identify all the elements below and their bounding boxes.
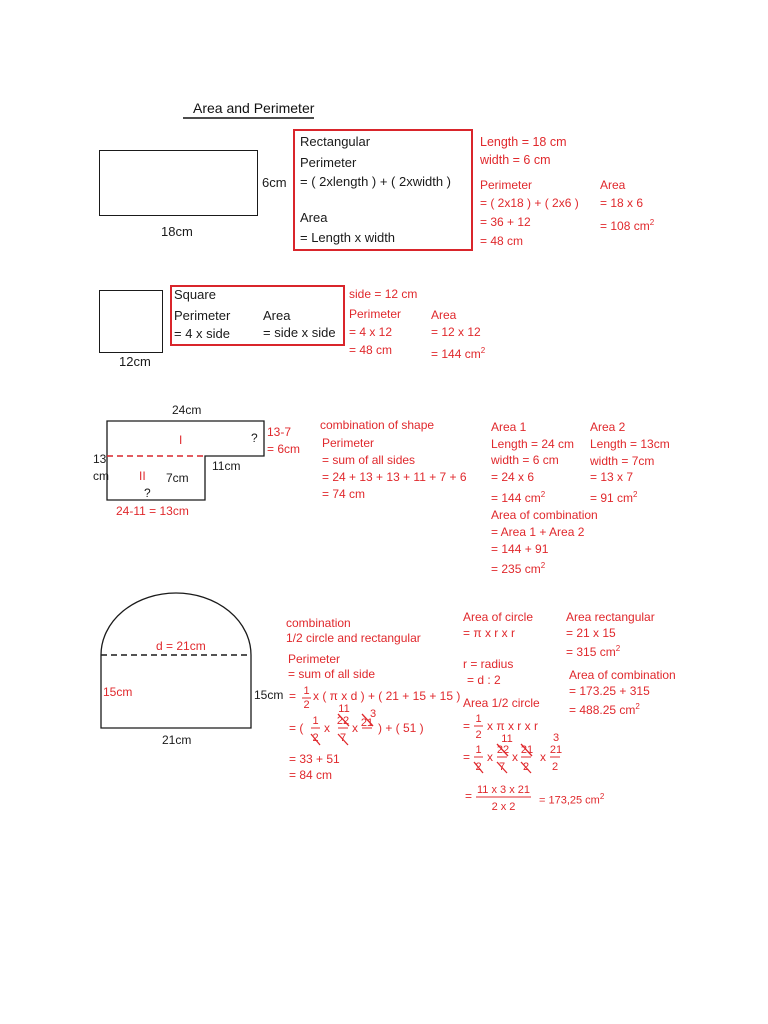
arch-comb-c1: = 173.25 + 315 bbox=[569, 684, 650, 698]
rect-area-label: Area bbox=[300, 210, 328, 225]
half-h3-den: 2 x 2 bbox=[491, 801, 516, 813]
half-h2-7: 7 bbox=[498, 761, 506, 773]
square-perimeter-label: Perimeter bbox=[174, 308, 231, 323]
lshape-region-2: II bbox=[139, 469, 146, 483]
circle-area-label: Area of circle bbox=[463, 610, 534, 624]
lshape-question-1: ? bbox=[251, 431, 258, 445]
lshape-area2-length: Length = 13cm bbox=[590, 437, 670, 451]
half-h1-num: 1 bbox=[475, 713, 482, 725]
rect-work-area-label: Area bbox=[600, 178, 626, 192]
lshape-area1-calc: = 24 x 6 bbox=[491, 470, 535, 484]
lshape-right-label-1: 13-7 bbox=[267, 425, 292, 439]
rect-area-formula: = Length x width bbox=[300, 230, 396, 245]
arch-p3-21: 21 bbox=[360, 717, 374, 729]
square-work-perimeter-label: Perimeter bbox=[349, 307, 402, 321]
half-h2-22: 22 bbox=[496, 744, 510, 756]
arch-p3-x1: x bbox=[324, 721, 330, 735]
rect-length-given: Length = 18 cm bbox=[480, 135, 567, 149]
rect-area-result-2: = 315 $cm^2$ bbox=[566, 644, 621, 659]
lshape-comb-c2: = 144 + 91 bbox=[491, 542, 549, 556]
square-area-formula: = side x side bbox=[263, 325, 336, 340]
rect-work-perimeter-label: Perimeter bbox=[480, 178, 533, 192]
rect-area-calc-2: = 21 x 15 bbox=[566, 626, 616, 640]
lshape-area2-label: Area 2 bbox=[590, 420, 626, 434]
rect-width-label: 6cm bbox=[262, 175, 287, 190]
half-h3-result: = 173,25 $cm^2$ bbox=[539, 792, 605, 807]
arch-p3-22: 22 bbox=[336, 715, 350, 727]
lshape-comb-c3: = 235 $cm^2$ bbox=[491, 561, 546, 576]
arch-comb-label: Area of combination bbox=[569, 668, 676, 682]
rect-work-p1: = ( 2x18 ) + ( 2x6 ) bbox=[480, 196, 579, 210]
half-h1-den: 2 bbox=[475, 729, 482, 741]
lshape-question-2: ? bbox=[144, 486, 151, 500]
lshape-left-label-1: 13 bbox=[93, 452, 107, 466]
half-h2-21b: 21 bbox=[549, 744, 563, 756]
arch-comb-c2: = 488.25 $cm^2$ bbox=[569, 702, 640, 717]
half-h2-x3: x bbox=[540, 750, 546, 764]
rect-width-given: width = 6 cm bbox=[480, 153, 551, 167]
square-work-a1: = 12 x 12 bbox=[431, 325, 481, 339]
arch-bottom-label: 21cm bbox=[162, 733, 192, 747]
square-work-p2: = 48 cm bbox=[349, 343, 393, 357]
radius-def-2: = d : 2 bbox=[467, 673, 501, 687]
lshape-comb-label: Area of combination bbox=[491, 508, 598, 522]
square-work-a2: = 144 $cm^2$ bbox=[431, 346, 486, 361]
lshape-right-label-2: = 6cm bbox=[267, 442, 301, 456]
half-h2-x1: x bbox=[487, 750, 493, 764]
arch-heading-1: combination bbox=[286, 616, 351, 630]
half-h3-prefix: = bbox=[465, 789, 473, 803]
square-heading: Square bbox=[174, 287, 216, 302]
rect-perimeter-formula: = ( 2xlength ) + ( 2xwidth ) bbox=[300, 174, 452, 189]
half-h1-prefix: = bbox=[463, 719, 471, 733]
arch-p3-prefix: = ( bbox=[289, 721, 304, 735]
arch-diameter-label: d = 21cm bbox=[156, 639, 206, 653]
square-side-given: side = 12 cm bbox=[349, 287, 418, 301]
half-h2-2: 2 bbox=[522, 761, 530, 773]
arch-outline bbox=[101, 593, 251, 728]
arch-p3-num: 1 bbox=[312, 715, 319, 727]
half-circle-label: Area 1/2 circle bbox=[463, 696, 540, 710]
arch-left-label: 15cm bbox=[103, 685, 133, 699]
rect-area-label-2: Area rectangular bbox=[566, 610, 655, 624]
square-side-label: 12cm bbox=[119, 354, 151, 369]
half-h2-11: 11 bbox=[501, 733, 513, 745]
arch-p5: = 84 cm bbox=[289, 768, 333, 782]
arch-p2-den: 2 bbox=[303, 699, 310, 711]
arch-p3-den: 2 bbox=[312, 732, 319, 744]
arch-p2-rest: x ( π x d ) + ( 21 + 15 + 15 ) bbox=[313, 689, 461, 703]
half-h1-rest: x π x r x r bbox=[487, 719, 538, 733]
rect-work-a1: = 18 x 6 bbox=[600, 196, 644, 210]
rect-heading: Rectangular bbox=[300, 134, 371, 149]
half-h2-21: 21 bbox=[520, 744, 534, 756]
half-h3-num: 11 x 3 x 21 bbox=[477, 784, 530, 796]
rect-perimeter-label: Perimeter bbox=[300, 155, 357, 170]
lshape-work-p1: = sum of all sides bbox=[322, 453, 416, 467]
arch-perimeter-label: Perimeter bbox=[288, 652, 341, 666]
lshape-step-label: 11cm bbox=[212, 459, 241, 473]
lshape-area1-label: Area 1 bbox=[491, 420, 527, 434]
arch-p3-x2: x bbox=[352, 721, 358, 735]
lshape-work-p3: = 74 cm bbox=[322, 487, 366, 501]
arch-p4: = 33 + 51 bbox=[289, 752, 340, 766]
lshape-region-1: I bbox=[179, 433, 183, 447]
lshape-bottom-label: 24-11 = 13cm bbox=[116, 504, 189, 518]
lshape-area1-result: = 144 $cm^2$ bbox=[491, 490, 546, 505]
half-h2-den: 2 bbox=[475, 761, 482, 773]
arch-p3-3: 3 bbox=[369, 708, 377, 720]
lshape-work-perimeter-label: Perimeter bbox=[322, 436, 375, 450]
square-work-p1: = 4 x 12 bbox=[349, 325, 393, 339]
half-h2-prefix: = bbox=[463, 750, 471, 764]
rect-work-p2: = 36 + 12 bbox=[480, 215, 531, 229]
lshape-area2-result: = 91 $cm^2$ bbox=[590, 490, 638, 505]
half-h2-num: 1 bbox=[475, 744, 482, 756]
half-h2-x2: x bbox=[512, 750, 518, 764]
square-work-area-label: Area bbox=[431, 308, 457, 322]
arch-p2-num: 1 bbox=[303, 685, 310, 697]
radius-def-1: r = radius bbox=[463, 657, 514, 671]
arch-p3-7: 7 bbox=[339, 732, 347, 744]
rect-work-p3: = 48 cm bbox=[480, 234, 524, 248]
lshape-inner-label: 7cm bbox=[166, 471, 189, 485]
half-h2-2b: 2 bbox=[551, 761, 559, 773]
lshape-area1-width: width = 6 cm bbox=[491, 453, 559, 467]
lshape-area2-width: width = 7cm bbox=[590, 454, 655, 468]
lshape-top-label: 24cm bbox=[172, 403, 202, 417]
arch-right-label: 15cm bbox=[254, 688, 284, 702]
rect-length-label: 18cm bbox=[161, 224, 193, 239]
half-h2-3: 3 bbox=[552, 732, 560, 744]
lshape-comb-c1: = Area 1 + Area 2 bbox=[491, 525, 585, 539]
arch-p3-11: 11 bbox=[338, 703, 350, 715]
rectangle-figure bbox=[99, 150, 258, 216]
square-area-label: Area bbox=[263, 308, 291, 323]
lshape-left-label-2: cm bbox=[93, 469, 109, 483]
lshape-area2-calc: = 13 x 7 bbox=[590, 470, 634, 484]
rect-work-a2: = 108 $cm^2$ bbox=[600, 218, 655, 233]
square-perimeter-formula: = 4 x side bbox=[174, 326, 231, 341]
arch-heading-2: 1/2 circle and rectangular bbox=[286, 631, 421, 645]
square-figure bbox=[99, 290, 163, 353]
page-title: Area and Perimeter bbox=[193, 100, 315, 116]
lshape-area1-length: Length = 24 cm bbox=[491, 437, 575, 451]
arch-p1: = sum of all side bbox=[288, 667, 376, 681]
arch-p3-rest: ) + ( 51 ) bbox=[378, 721, 424, 735]
lshape-work-heading: combination of shape bbox=[320, 418, 435, 432]
lshape-work-p2: = 24 + 13 + 13 + 11 + 7 + 6 bbox=[322, 470, 467, 484]
arch-p2-prefix: = bbox=[289, 689, 297, 703]
circle-area-formula: = π x r x r bbox=[463, 626, 515, 640]
